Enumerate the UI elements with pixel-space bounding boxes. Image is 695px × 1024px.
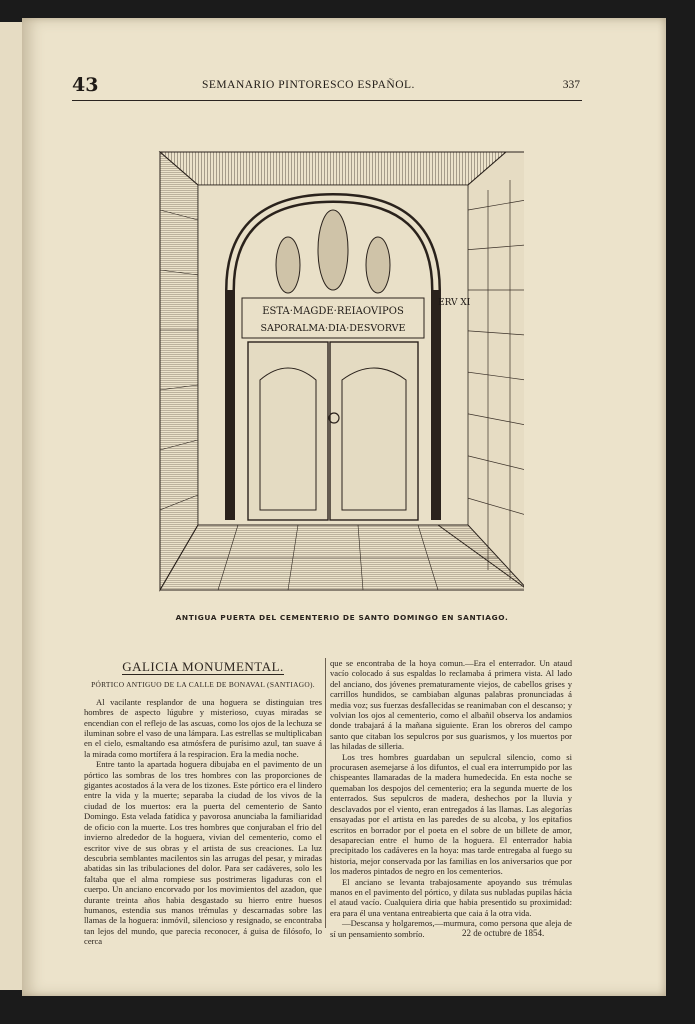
- journal-title: SEMANARIO PINTORESCO ESPAÑOL.: [202, 79, 415, 91]
- article-column-right: [330, 658, 572, 939]
- page-header: [72, 74, 582, 101]
- facing-page-edge: [0, 22, 23, 990]
- inscription-line-2: SAPORALMA·DIA·DESVORVE: [260, 323, 406, 334]
- paragraph: —Descansa y holgaremos,—murmura, como persona que aleja de sí un pensamiento sombrío.: [330, 918, 572, 939]
- column-divider: [325, 658, 326, 928]
- right-door: [330, 342, 418, 520]
- paragraph: Al vacilante resplandor de una hoguera se distinguian tres hombres de aspecto lúgubre y misterioso, cuyas miradas se encendian con el reflejo de las ascuas, como los ojos de la lechuza se iluminan sobre el vaso de una lámpara. Las estrellas se multiplicaban en el cielo, esmaltando esa atmósfera de purísimo azul, tan suave á la mirada como mortífera á la respiracion. Era la media noche.: [84, 696, 322, 759]
- paragraph: que se encontraba de la hoya comun.—Era el enterrador. Un ataud vacío colocado á sus espaldas lo reclamaba á primera vista. Al lado del anciano, dos jóvenes prematuramente viejos, de cabellos grises y carrillos hundidos, se cambiaban algunas palabras pronunciadas á media voz; sus fuerzas desfallecidas se reanimaban con el descanso; y volvian los ojos al cementerio, como el albañil observa los andamios donde trabajará á la mañana siguiente. Eran los obreros del campo santo que citaban los sepulcros por sus guarismos, y los muertos por las hiladas de silleria.: [330, 658, 572, 752]
- ceiling-beam: [160, 152, 506, 185]
- paragraph: El anciano se levanta trabajosamente apoyando sus trémulas manos en el pavimento del pórtico, y dilata sus nubladas pupilas hácia el ataud vacío. Cualquiera diria que habia presentido su proximidad: era para él una ventana entreabierta que caia á la otra vida.: [330, 876, 572, 918]
- page-number: 337: [562, 79, 580, 91]
- side-inscription: ERV XI: [438, 298, 471, 308]
- article-title: [84, 658, 322, 672]
- article-title-text: GALICIA MONUMENTAL.: [122, 659, 284, 674]
- date-line: 22 de octubre de 1854.: [462, 928, 545, 938]
- paragraph: Entre tanto la apartada hoguera dibujaba en el pavimento de un pórtico las sombras de los tres hombres con las proporciones de gigantes acostados á la vera de los tizones. Este pórtico era el lindero entre la vida y la muerte; separaba la ciudad de los vivos de la ciudad de los muertos: era la puerta del cementerio de Santo Domingo. Esta velada fatídica y pavorosa anunciaba la familiaridad de oficio con la muerte. Los tres hombres que conjuraban el frio del invierno alrededor de la hoguera, vivian del cementerio, como el escritor vive de sus obras y el artista de sus creaciones. La luz descubria semblantes macilentos sin las arrugas del pesar, y miradas abatidas sin las tribulaciones del dolor. Para ser cadáveres, solo les faltaba que el alma rompiese sus postrimeras ligaduras con el cuerpo. Un anciano encorvado por los movimientos del azadon, que durante treinta años habia desgastado su hierro entre huesos humanos, estendia sus manos trémulas y descarnadas sobre las llamas de la hoguera: inmóvil, silencioso y resignado, se encontraba tan lejos del mundo, que parecia reconocer, á guisa de filósofo, lo cerca: [84, 759, 322, 947]
- paragraph: Los tres hombres guardaban un sepulcral silencio, como si procurasen asemejarse á los difuntos, el cual era interrumpido por las chispeantes llamaradas de la madera humedecida. En esta noche se quemaban los despojos del cementerio; era la segunda muerte de los enterrados. Sus sepulcros de madera, deshechos por la lluvia y desclavados por el viento, eran entregados á las llamas. Las alegorías ensayadas por el artista en las paredes de su alcoba, y los epitafios escritos en borrador por el poeta en el sobre de un billete de amor, desaparecian entre el humo de la hoguera. El enterrador habia precipitado los cadáveres en la hoya: mas tarde entregaba al fuego su historia, mejor conservada por las familias en los aniversarios que por los maderos pintados de negro en los cementerios.: [330, 751, 572, 877]
- inscription-line-1: ESTA·MAGDE·REIAOVIPOS: [262, 306, 404, 317]
- stone-floor: [160, 525, 524, 590]
- figure-caption: ANTIGUA PUERTA DEL CEMENTERIO DE SANTO DOMINGO EN SANTIAGO.: [175, 613, 509, 622]
- newspaper-page: [22, 18, 666, 996]
- article-column-left: [84, 658, 322, 947]
- article-subtitle: PÓRTICO ANTIGUO DE LA CALLE DE BONAVAL (SANTIAGO).: [91, 680, 315, 690]
- issue-number: 43: [72, 74, 99, 96]
- left-wall: [160, 152, 198, 590]
- cemetery-gate-engraving: [138, 130, 524, 610]
